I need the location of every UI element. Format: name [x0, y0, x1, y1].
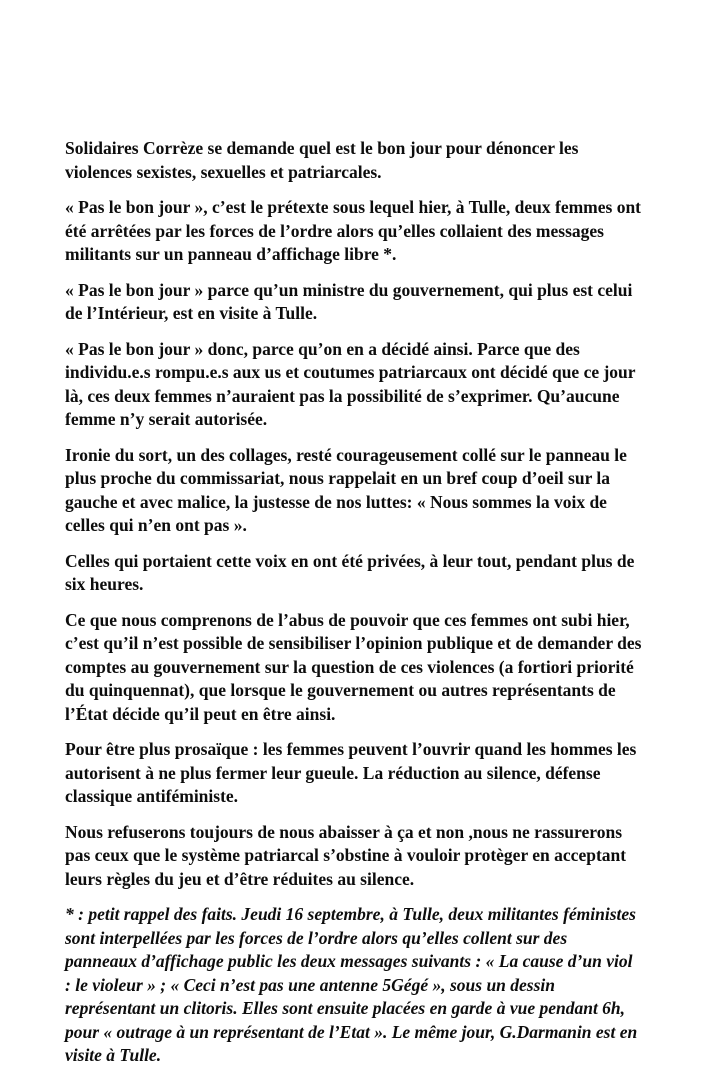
paragraph: « Pas le bon jour » donc, parce qu’on en a décidé ainsi. Parce que des individu.e.s rompu.e.s aux us et coutumes patriarcaux ont décidé que ce jour là, ces deux femmes n’auraient pas la possibilité de s’exprimer. Qu’aucune femme n’y serait autorisée.: [65, 338, 636, 429]
paragraph: Pour être plus prosaïque : les femmes peuvent l’ouvrir quand les hommes les autorisent à ne plus fermer leur gueule. La réduction au silence, défense classique antiféministe.: [65, 739, 637, 806]
paragraph: « Pas le bon jour » parce qu’un ministre du gouvernement, qui plus est celui de l’Intérieur, est en visite à Tulle.: [65, 279, 633, 323]
paragraph: Solidaires Corrèze se demande quel est le bon jour pour dénoncer les violences sexistes, sexuelles et patriarcales.: [65, 138, 579, 182]
document-text-block: [65, 137, 642, 1080]
paragraph: Nous refuserons toujours de nous abaisser à ça et non ,nous ne rassurerons pas ceux que le système patriarcal s’obstine à vouloir protèger en acceptant leurs règles du jeu et d’être réduites au silence.: [65, 821, 627, 889]
footnote-paragraph: * : petit rappel des faits. Jeudi 16 septembre, à Tulle, deux militantes féministes sont interpellées par les forces de l’ordre alors qu’elles collent sur des panneaux d’affichage public les deux messages suivants : « La cause d’un viol : le violeur » ; « Ceci n’est pas une antenne 5Gégé », sous un dessin représentant un clitoris. Elles sont ensuite placées en garde à vue pendant 6h, pour « outrage à un représentant de l’Etat ». Le même jour, G.Darmanin est en visite à Tulle.: [65, 904, 638, 1065]
paragraph: Ce que nous comprenons de l’abus de pouvoir que ces femmes ont subi hier, c’est qu’il n’est possible de sensibiliser l’opinion publique et de demander des comptes au gouvernement sur la question de ces violences (a fortiori priorité du quinquennat), que lorsque le gouvernement ou autres représentants de l’État décide qu’il peut en être ainsi.: [65, 609, 642, 724]
paragraph: Celles qui portaient cette voix en ont été privées, à leur tout, pendant plus de six heures.: [65, 550, 635, 594]
paragraph: Ironie du sort, un des collages, resté courageusement collé sur le panneau le plus proche du commissariat, nous rappelait en un bref coup d’oeil sur la gauche et avec malice, la justesse de nos luttes: « Nous sommes la voix de celles qui n’en ont pas ».: [65, 444, 627, 535]
paragraph: « Pas le bon jour », c’est le prétexte sous lequel hier, à Tulle, deux femmes ont été arrêtées par les forces de l’ordre alors qu’elles collaient des messages militants sur un panneau d’affichage libre *.: [65, 197, 642, 264]
